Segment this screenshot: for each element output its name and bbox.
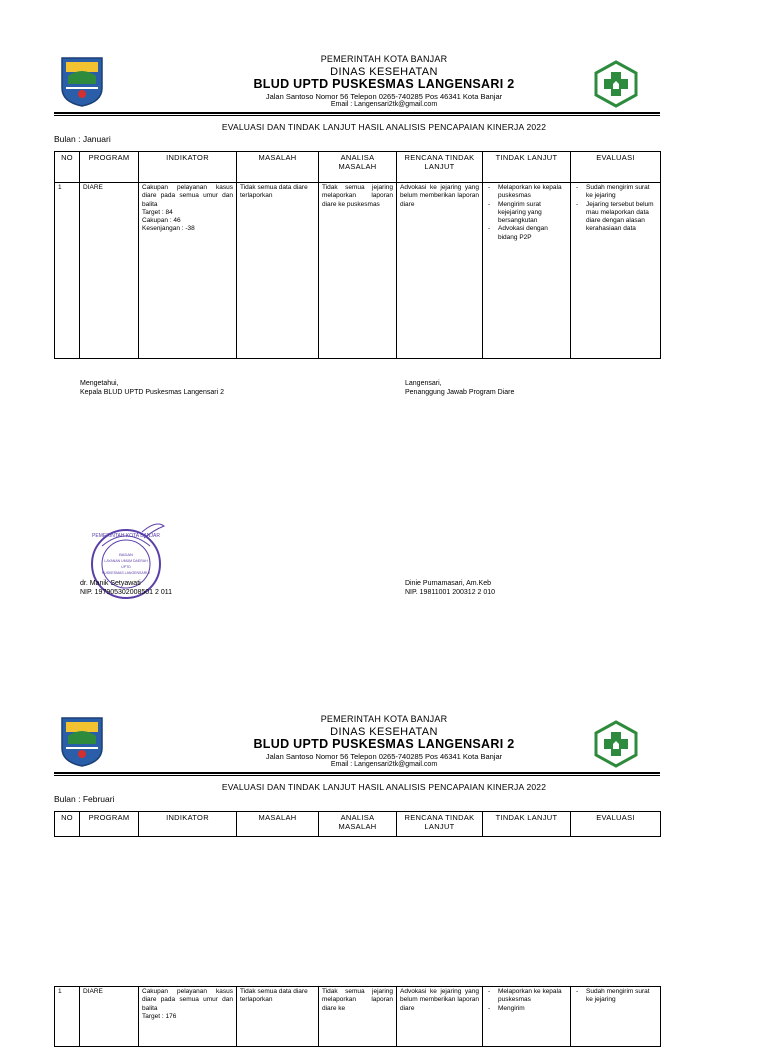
indikator-line: Target : 84 [142,208,173,216]
header-rule-thin [54,775,660,776]
list-item: - Sudah mengirim surat ke jejaring [586,988,657,1005]
list-item: - Melaporkan ke kepala puskesmas [498,988,567,1005]
table-header-row [55,812,661,837]
header-institution: BLUD UPTD PUSKESMAS LANGENSARI 2 [253,737,515,751]
health-cross-logo-icon [594,720,638,768]
signature-left-title [80,379,224,397]
indikator-line: Cakupan pelayanan kasus diare pada semua umur dan balita [142,184,233,208]
health-cross-logo-icon [594,60,638,108]
col-masalah: MASALAH [237,812,319,837]
cell-masalah: Tidak semua data diare terlaporkan [237,987,319,1047]
header-department: DINAS KESEHATAN [330,726,438,738]
col-tindak-lanjut: TINDAK LANJUT [483,812,571,837]
indikator-line: Cakupan pelayanan kasus diare pada semua umur dan balita [142,988,233,1012]
evaluation-table-continued [54,986,661,1047]
evaluation-table [54,151,661,359]
col-no: NO [55,152,80,183]
cell-no: 1 [55,183,80,359]
indikator-line: Kesenjangan : -38 [142,225,195,233]
cell-analisa: Tidak semua jejaring melaporkan laporan diare ke puskesmas [319,183,397,359]
table-row [55,987,661,1047]
header-address: Jalan Santoso Nomor 56 Telepon 0265-740285 Pos 46341 Kota Banjar [265,752,503,761]
col-analisa: ANALISA MASALAH [319,152,397,183]
col-rencana: RENCANA TINDAK LANJUT [397,812,483,837]
sig-right-line-2: Penanggung Jawab Program Diare [405,389,515,396]
header-rule [54,772,660,774]
report-month: Bulan : Februari [54,794,115,804]
cell-tindak-lanjut [483,987,571,1047]
sig-right-line-1: Langensari, [405,380,442,387]
col-program: PROGRAM [80,152,139,183]
header-rule-thin [54,115,660,116]
header-email: Email : Langensari2tk@gmail.com [330,101,438,108]
evaluation-table-header [54,811,661,837]
signature-right-title [405,379,514,397]
list-item: - Jejaring tersebut belum mau melaporkan data diare dengan alasan kerahasiaan data [586,201,657,234]
cell-masalah: Tidak semua data diare terlaporkan [237,183,319,359]
sig-left-nip: NIP. 197905302008501 2 011 [80,589,172,596]
sig-left-line-2: Kepala BLUD UPTD Puskesmas Langensari 2 [80,389,224,396]
header-address: Jalan Santoso Nomor 56 Telepon 0265-740285 Pos 46341 Kota Banjar [265,92,503,101]
header-institution: BLUD UPTD PUSKESMAS LANGENSARI 2 [253,77,515,91]
svg-text:UPTD: UPTD [121,565,131,569]
cell-rencana: Advokasi ke jejaring yang belum memberikan laporan diare [397,183,483,359]
report-month: Bulan : Januari [54,134,111,144]
sig-right-name: Dinie Purnamasari, Am.Keb [405,580,491,587]
cell-evaluasi [571,987,661,1047]
indikator-line: Cakupan : 46 [142,217,181,225]
report-title: EVALUASI DAN TINDAK LANJUT HASIL ANALISIS PENCAPAIAN KINERJA 2022 [221,122,547,132]
table-row [55,183,661,359]
cell-analisa: Tidak semua jejaring melaporkan laporan diare ke [319,987,397,1047]
svg-text:LAYANAN UMUM DAERAH: LAYANAN UMUM DAERAH [104,559,148,563]
cell-evaluasi [571,183,661,359]
sig-left-line-1: Mengetahui, [80,380,119,387]
sig-left-name: dr. Manik Setyawati [80,580,141,587]
signature-right-name-block [405,579,495,597]
cell-indikator [139,183,237,359]
col-evaluasi: EVALUASI [571,812,661,837]
cell-tindak-lanjut [483,183,571,359]
svg-text:PEMERINTAH KOTA BANJAR: PEMERINTAH KOTA BANJAR [92,533,160,539]
header-government: PEMERINTAH KOTA BANJAR [320,54,448,64]
signature-left-name-block [80,579,172,597]
col-indikator: INDIKATOR [139,812,237,837]
cell-rencana: Advokasi ke jejaring yang belum memberikan laporan diare [397,987,483,1047]
list-item: - Mengirim surat kejejaring yang bersangkutan [498,201,567,226]
cell-program: DIARE [80,987,139,1047]
col-indikator: INDIKATOR [139,152,237,183]
list-item: - Melaporkan ke kepala puskesmas [498,184,567,201]
svg-text:PUSKESMAS LANGENSARI 2: PUSKESMAS LANGENSARI 2 [101,571,151,575]
cell-indikator [139,987,237,1047]
report-title: EVALUASI DAN TINDAK LANJUT HASIL ANALISIS PENCAPAIAN KINERJA 2022 [221,782,547,792]
cell-no: 1 [55,987,80,1047]
col-no: NO [55,812,80,837]
cell-program: DIARE [80,183,139,359]
header-department: DINAS KESEHATAN [330,66,438,78]
col-tindak-lanjut: TINDAK LANJUT [483,152,571,183]
sig-right-nip: NIP. 19811001 200312 2 010 [405,589,496,596]
list-item: - Mengirim [498,1005,567,1013]
col-rencana: RENCANA TINDAK LANJUT [397,152,483,183]
indikator-line: Target : 176 [142,1012,177,1020]
header-rule [54,112,660,114]
table-header-row [55,152,661,183]
list-item: - Advokasi dengan bidang P2P [498,225,567,242]
header-government: PEMERINTAH KOTA BANJAR [320,714,448,724]
header-email: Email : Langensari2tk@gmail.com [330,761,438,768]
col-program: PROGRAM [80,812,139,837]
col-evaluasi: EVALUASI [571,152,661,183]
svg-text:BADAN: BADAN [119,552,133,557]
col-analisa: ANALISA MASALAH [319,812,397,837]
col-masalah: MASALAH [237,152,319,183]
list-item: - Sudah mengirim surat ke jejaring [586,184,657,201]
